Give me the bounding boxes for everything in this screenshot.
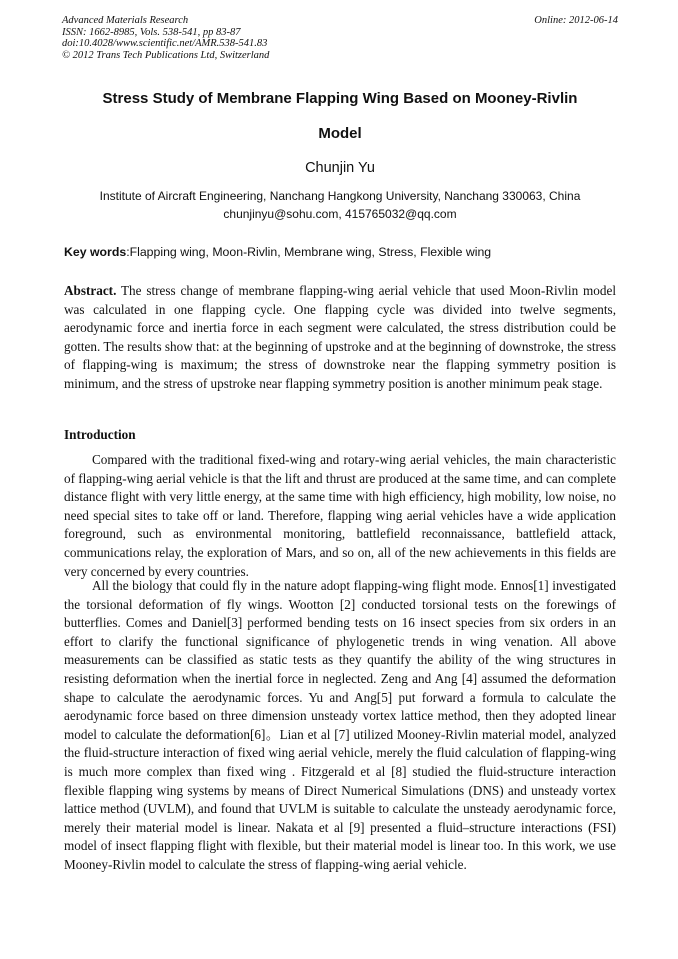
introduction-heading: Introduction <box>64 427 136 442</box>
introduction-paragraph-1: Compared with the traditional fixed-wing and rotary-wing aerial vehicles, the main characteristic of flapping-wing aerial vehicle is that the lift and thrust are produced at the same time, and can complete distance flight with very little energy, at the same time with high efficiency, high mobility, low noise, no need special sites to take off or land. Therefore, flapping wing aerial vehicles have a wide application foreground, such as environmental monitoring, battlefield reconnaissance, battlefield attack, communications relay, the exploration of Mars, and so on, all of the new achievements in this fields are very concerned by every countries. <box>64 452 616 579</box>
abstract <box>64 282 616 394</box>
paper-title-line-2: Model <box>318 125 362 142</box>
keywords-label: Key words <box>64 245 127 259</box>
introduction-paragraph-2: All the biology that could fly in the nature adopt flapping-wing flight mode. Ennos[1] investigated the torsional deformation of fly wings. Wootton [2] conducted torsional tests on the forewings of butterflies. Comes and Daniel[3] performed bending tests on 16 insect species from six orders in an effort to clarify the functional significance of phylogenetic trends in wing venation. All above measurements can be classified as static tests as they quantify the ability of the wing structures in resisting deformation when the inertial force in neglected. Zeng and Ang [4] assumed the deformation shape to calculate the aerodynamic forces. Yu and Ang[5] put forward a formula to calculate the aerodynamic force based on three dimension unsteady vortex lattice method, then they adopted linear model to calculate the deformation[6]。Lian et al [7] utilized Mooney-Rivlin material model, analyzed the fluid-structure interaction of fixed wing aerial vehicle, merely the fluid calculation of flapping-wing is much more complex than fixed wing . Fitzgerald et al [8] studied the fluid-structure interaction flexible flapping wing systems by means of Direct Numerical Simulations (DNS) and unsteady vortex lattice method (UVLM), and found that UVLM is suitable to calculate the unsteady aerodynamic force, merely their material model is linear. Nakata et al [9] presented a fluid–structure interactions (FSI) model of insect flapping flight with flexible, but their material model is linear too. In this work, we use Mooney-Rivlin model to calculate the stress of flapping-wing aerial vehicle. <box>64 578 616 872</box>
doi-line: doi:10.4028/www.scientific.net/AMR.538-541.83 <box>62 38 268 49</box>
abstract-text: The stress change of membrane flapping-wing aerial vehicle that used Moon-Rivlin model was calculated in one flapping cycle. One flapping cycle was divided into twelve segments, aerodynamic force and inertia force in each segment were calculated, the stress distribution could be gotten. The results show that: at the beginning of upstroke and at the beginning of downstroke, the stress of flapping-wing is maximum; the stress of downstroke near the flapping symmetry position is minimum, and the stress of upstroke near flapping symmetry position is another minimum peak stage. <box>64 283 616 391</box>
affiliation-institute: Institute of Aircraft Engineering, Nanchang Hangkong University, Nanchang 330063, China <box>99 189 581 203</box>
issn-line: ISSN: 1662-8985, Vols. 538-541, pp 83-87 <box>62 26 241 38</box>
abstract-label: Abstract. <box>64 283 117 298</box>
paper-title-line-1: Stress Study of Membrane Flapping Wing Based on Mooney-Rivlin <box>102 90 578 107</box>
author-name: Chunjin Yu <box>305 160 375 176</box>
affiliation-emails: chunjinyu@sohu.com, 415765032@qq.com <box>223 207 457 221</box>
keywords <box>64 245 620 259</box>
journal-name: Advanced Materials Research <box>62 15 189 26</box>
online-date: Online: 2012-06-14 <box>534 15 618 26</box>
journal-header <box>62 15 618 61</box>
keywords-text: :Flapping wing, Moon-Rivlin, Membrane wing, Stress, Flexible wing <box>126 245 492 259</box>
copyright-line: © 2012 Trans Tech Publications Ltd, Switzerland <box>62 49 270 61</box>
